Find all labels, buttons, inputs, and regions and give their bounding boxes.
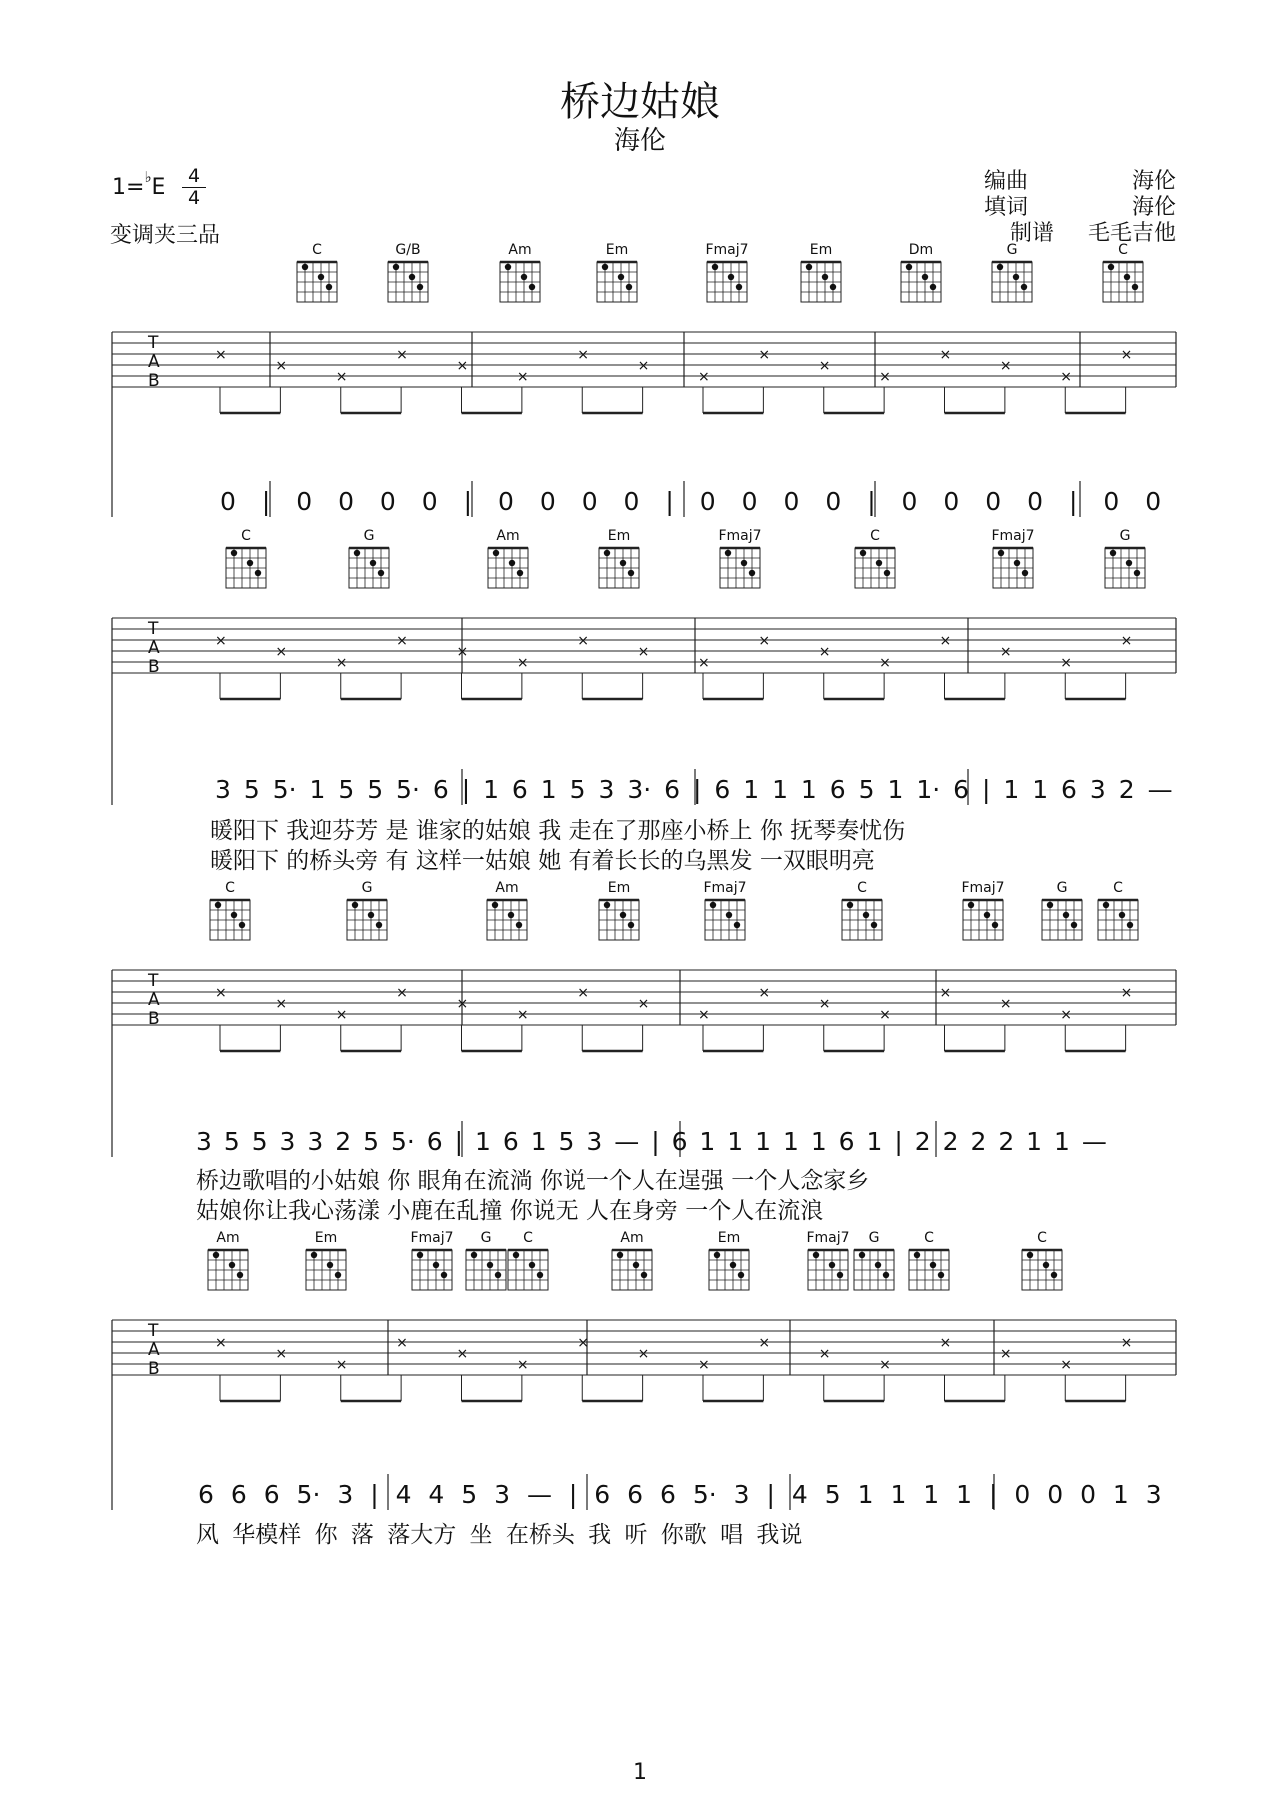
- flat-sign: ♭: [144, 168, 152, 186]
- tab-x-mark: ×: [818, 358, 831, 374]
- chord-name: C: [241, 528, 251, 544]
- chord-name: Em: [605, 242, 629, 258]
- tab-x-mark: ×: [215, 633, 227, 649]
- tab-clef-letter: A: [148, 352, 160, 372]
- tab-clef-letter: B: [148, 657, 160, 677]
- lyrics-line-2: 姑娘你让我心荡漾 小鹿在乱撞 你说无 人在身旁 一个人在流浪: [196, 1198, 824, 1224]
- tab-x-mark: ×: [758, 633, 771, 649]
- tab-clef-letter: B: [148, 1009, 160, 1029]
- tab-clef-letter: T: [148, 971, 159, 991]
- chord-finger-dot: [513, 1252, 519, 1258]
- chord-finger-dot: [441, 1272, 447, 1278]
- chord-name: Dm: [908, 242, 934, 258]
- tab-x-mark: ×: [396, 633, 408, 649]
- chord-name: Am: [508, 242, 532, 258]
- lyrics-line-2: 暖阳下 的桥头旁 有 这样一姑娘 她 有着长长的乌黑发 一双眼明亮: [210, 848, 875, 874]
- page-number: 1: [633, 1760, 647, 1785]
- tab-x-mark: ×: [637, 996, 650, 1012]
- tab-x-mark: ×: [1120, 1335, 1133, 1351]
- chord-name: C: [1037, 1230, 1047, 1246]
- chord-name: Fmaj7: [806, 1230, 850, 1246]
- chord-name: G: [1056, 880, 1068, 896]
- chord-finger-dot: [335, 1272, 341, 1278]
- tab-clef-letter: T: [148, 333, 159, 353]
- tab-x-mark: ×: [999, 358, 1012, 374]
- tab-x-mark: ×: [999, 1346, 1012, 1362]
- tab-x-mark: ×: [758, 1335, 771, 1351]
- chord-finger-dot: [930, 1262, 936, 1268]
- tab-x-mark: ×: [456, 644, 469, 660]
- tab-x-mark: ×: [698, 1007, 710, 1023]
- tab-x-mark: ×: [939, 985, 952, 1001]
- chord-finger-dot: [730, 1262, 736, 1268]
- tab-x-mark: ×: [999, 644, 1012, 660]
- chord-finger-dot: [714, 1252, 720, 1258]
- song-title: 桥边姑娘: [560, 79, 720, 125]
- tab-x-mark: ×: [396, 347, 408, 363]
- tab-x-mark: ×: [335, 1357, 348, 1373]
- tab-x-mark: ×: [698, 1357, 710, 1373]
- tab-x-mark: ×: [577, 633, 589, 649]
- tab-x-mark: ×: [1060, 1357, 1072, 1373]
- tab-x-mark: ×: [879, 655, 891, 671]
- lyrics-line-1: 桥边歌唱的小姑娘 你 眼角在流淌 你说一个人在逞强 一个人念家乡: [196, 1168, 870, 1194]
- tab-x-mark: ×: [818, 1346, 831, 1362]
- tab-x-mark: ×: [516, 369, 529, 385]
- chord-name: Fmaj7: [961, 880, 1005, 896]
- tab-x-mark: ×: [456, 358, 469, 374]
- tab-x-mark: ×: [335, 369, 348, 385]
- tab-x-mark: ×: [999, 996, 1012, 1012]
- chord-finger-dot: [617, 1252, 623, 1258]
- chord-finger-dot: [229, 1262, 235, 1268]
- chord-name: Fmaj7: [705, 242, 749, 258]
- tab-x-mark: ×: [939, 633, 952, 649]
- chord-name: C: [1113, 880, 1123, 896]
- tab-x-mark: ×: [758, 347, 771, 363]
- chord-finger-dot: [487, 1262, 493, 1268]
- credit-value: 毛毛吉他: [1087, 221, 1176, 246]
- credit-label: 填词: [984, 195, 1029, 220]
- chord-name: Am: [496, 528, 520, 544]
- time-signature-bottom: 4: [187, 187, 201, 209]
- tab-x-mark: ×: [516, 1357, 529, 1373]
- jianpu-line: 0 | 0 0 0 0 | 0 0 0 0 | 0 0 0 0 | 0 0 0 0 | 0 0: [220, 487, 1162, 516]
- tab-x-mark: ×: [879, 1007, 891, 1023]
- chord-name: G: [480, 1230, 492, 1246]
- jianpu-line: 3 5 5 3 3 2 5 5· 6 | 1 6 1 5 3 — | 6 1 1 1 1 1 6 1 | 2 2 2 2 1 1 —: [196, 1127, 1107, 1156]
- chord-name: C: [312, 242, 322, 258]
- tab-x-mark: ×: [1120, 633, 1133, 649]
- chord-name: G/B: [395, 242, 421, 258]
- tab-x-mark: ×: [335, 655, 348, 671]
- chord-finger-dot: [1051, 1272, 1057, 1278]
- tab-x-mark: ×: [577, 1335, 589, 1351]
- chord-name: Fmaj7: [991, 528, 1035, 544]
- tab-x-mark: ×: [577, 347, 589, 363]
- chord-finger-dot: [433, 1262, 439, 1268]
- chord-finger-dot: [417, 1252, 423, 1258]
- chord-finger-dot: [859, 1252, 865, 1258]
- chord-name: G: [1119, 528, 1131, 544]
- tab-x-mark: ×: [637, 1346, 650, 1362]
- tab-x-mark: ×: [637, 358, 650, 374]
- chord-name: Am: [495, 880, 519, 896]
- chord-finger-dot: [495, 1272, 501, 1278]
- chord-name: Am: [620, 1230, 644, 1246]
- chord-finger-dot: [738, 1272, 744, 1278]
- tab-x-mark: ×: [1060, 1007, 1072, 1023]
- chord-name: C: [870, 528, 880, 544]
- tab-x-mark: ×: [456, 996, 469, 1012]
- tab-x-mark: ×: [215, 985, 227, 1001]
- tab-x-mark: ×: [818, 996, 831, 1012]
- chord-finger-dot: [938, 1272, 944, 1278]
- song-artist: 海伦: [613, 126, 666, 156]
- chord-name: G: [1006, 242, 1018, 258]
- chord-finger-dot: [641, 1272, 647, 1278]
- tab-x-mark: ×: [879, 1357, 891, 1373]
- chord-finger-dot: [311, 1252, 317, 1258]
- chord-name: C: [1118, 242, 1128, 258]
- tab-x-mark: ×: [275, 644, 288, 660]
- chord-finger-dot: [537, 1272, 543, 1278]
- tab-x-mark: ×: [1060, 369, 1072, 385]
- chord-name: Fmaj7: [718, 528, 762, 544]
- chord-finger-dot: [883, 1272, 889, 1278]
- chord-finger-dot: [829, 1262, 835, 1268]
- tab-x-mark: ×: [456, 1346, 469, 1362]
- chord-name: Fmaj7: [410, 1230, 454, 1246]
- tab-clef-letter: B: [148, 1359, 160, 1379]
- chord-name: G: [361, 880, 373, 896]
- tab-x-mark: ×: [396, 1335, 408, 1351]
- tab-x-mark: ×: [1060, 655, 1072, 671]
- tab-x-mark: ×: [215, 347, 227, 363]
- chord-name: C: [225, 880, 235, 896]
- tab-clef-letter: T: [148, 619, 159, 639]
- chord-name: Em: [717, 1230, 741, 1246]
- chord-name: Am: [216, 1230, 240, 1246]
- chord-finger-dot: [1027, 1252, 1033, 1258]
- chord-name: Fmaj7: [703, 880, 747, 896]
- chord-name: Em: [607, 528, 631, 544]
- chord-name: C: [924, 1230, 934, 1246]
- tab-x-mark: ×: [879, 369, 891, 385]
- chord-finger-dot: [914, 1252, 920, 1258]
- tab-x-mark: ×: [396, 985, 408, 1001]
- chord-name: G: [868, 1230, 880, 1246]
- chord-finger-dot: [875, 1262, 881, 1268]
- chord-name: Em: [809, 242, 833, 258]
- chord-finger-dot: [633, 1262, 639, 1268]
- tab-x-mark: ×: [215, 1335, 227, 1351]
- chord-name: Em: [314, 1230, 338, 1246]
- credit-value: 海伦: [1131, 195, 1176, 220]
- credit-label: 制谱: [1010, 221, 1055, 246]
- tab-clef-letter: T: [148, 1321, 159, 1341]
- chord-finger-dot: [837, 1272, 843, 1278]
- chord-finger-dot: [471, 1252, 477, 1258]
- tab-x-mark: ×: [577, 985, 589, 1001]
- jianpu-line: 3 5 5· 1 5 5 5· 6 | 1 6 1 5 3 3· 6 | 6 1 1 1 6 5 1 1· 6 | 1 1 6 3 2 —: [215, 775, 1173, 804]
- lyrics-line-1: 风 华模样 你 落 落大方 坐 在桥头 我 听 你歌 唱 我说: [196, 1522, 803, 1548]
- tab-clef-letter: A: [148, 1340, 160, 1360]
- chord-name: Em: [607, 880, 631, 896]
- lyrics-line-1: 暖阳下 我迎芬芳 是 谁家的姑娘 我 走在了那座小桥上 你 抚琴奏忧伤: [210, 818, 906, 844]
- tab-clef-letter: B: [148, 371, 160, 391]
- tab-x-mark: ×: [1120, 985, 1133, 1001]
- key-letter: E: [151, 175, 166, 200]
- tab-x-mark: ×: [275, 996, 288, 1012]
- tab-x-mark: ×: [275, 358, 288, 374]
- tab-x-mark: ×: [939, 1335, 952, 1351]
- credit-value: 海伦: [1131, 169, 1176, 194]
- chord-finger-dot: [529, 1262, 535, 1268]
- tab-x-mark: ×: [516, 655, 529, 671]
- tab-clef-letter: A: [148, 990, 160, 1010]
- chord-finger-dot: [813, 1252, 819, 1258]
- chord-name: G: [363, 528, 375, 544]
- tab-x-mark: ×: [637, 644, 650, 660]
- tab-x-mark: ×: [818, 644, 831, 660]
- tab-x-mark: ×: [516, 1007, 529, 1023]
- jianpu-line: 6 6 6 5· 3 | 4 4 5 3 — | 6 6 6 5· 3 | 4 5 1 1 1 1 | 0 0 0 1 3: [198, 1480, 1162, 1509]
- tab-x-mark: ×: [1120, 347, 1133, 363]
- tab-x-mark: ×: [758, 985, 771, 1001]
- tab-x-mark: ×: [275, 1346, 288, 1362]
- tab-x-mark: ×: [698, 655, 710, 671]
- chord-finger-dot: [327, 1262, 333, 1268]
- chord-name: C: [857, 880, 867, 896]
- chord-finger-dot: [213, 1252, 219, 1258]
- chord-name: C: [523, 1230, 533, 1246]
- capo-note: 变调夹三品: [110, 223, 221, 248]
- chord-finger-dot: [237, 1272, 243, 1278]
- tab-x-mark: ×: [698, 369, 710, 385]
- key-prefix: 1=: [112, 175, 145, 200]
- chord-finger-dot: [1043, 1262, 1049, 1268]
- time-signature-top: 4: [187, 165, 201, 187]
- credit-label: 编曲: [984, 169, 1029, 194]
- tab-x-mark: ×: [335, 1007, 348, 1023]
- tab-x-mark: ×: [939, 347, 952, 363]
- tab-clef-letter: A: [148, 638, 160, 658]
